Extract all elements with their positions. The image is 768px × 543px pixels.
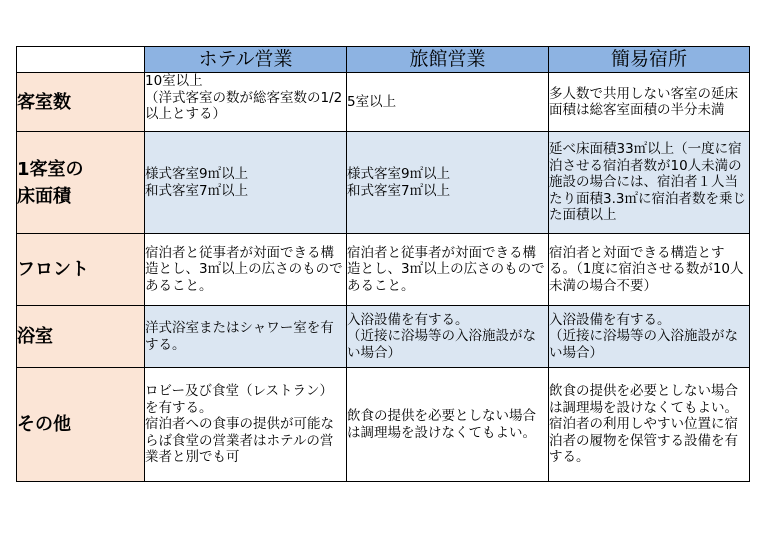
row-header-bath: 浴室	[17, 306, 145, 368]
column-header-ryokan: 旅館営業	[347, 47, 549, 73]
cell-other-simple: 飲食の提供を必要としない場合は調理場を設けなくてもよい。 宿泊者の利用しやすい位置に宿泊者の履物を保管する設備を有する。	[549, 368, 750, 482]
cell-front-desk-hotel: 宿泊者と従事者が対面できる構造とし、3㎡以上の広さのものであること。	[145, 234, 347, 306]
cell-bath-simple: 入浴設備を有する。 （近接に浴場等の入浴施設がない場合）	[549, 306, 750, 368]
cell-bath-hotel: 洋式浴室またはシャワー室を有する。	[145, 306, 347, 368]
table-row-rooms	[17, 73, 750, 132]
row-header-other: その他	[17, 368, 145, 482]
table-row-bath	[17, 306, 750, 368]
cell-other-hotel: ロビー及び食堂（レストラン）を有する。 宿泊者への食事の提供が可能ならば食堂の営業者はホテルの営業者と別でも可	[145, 368, 347, 482]
column-header-simple-lodging: 簡易宿所	[549, 47, 750, 73]
cell-rooms-ryokan: 5室以上	[347, 73, 549, 132]
cell-floor-area-ryokan: 様式客室9㎡以上 和式客室7㎡以上	[347, 132, 549, 234]
table-row-front-desk	[17, 234, 750, 306]
cell-floor-area-hotel: 様式客室9㎡以上 和式客室7㎡以上	[145, 132, 347, 234]
cell-rooms-simple: 多人数で共用しない客室の延床面積は総客室面積の半分未満	[549, 73, 750, 132]
cell-front-desk-simple: 宿泊者と対面できる構造とする。（1度に宿泊させる数が10人未満の場合不要）	[549, 234, 750, 306]
cell-other-ryokan: 飲食の提供を必要としない場合は調理場を設けなくてもよい。	[347, 368, 549, 482]
cell-floor-area-simple: 延べ床面積33㎡以上（一度に宿泊させる宿泊者数が10人未満の施設の場合には、宿泊者１人当たり面積3.3㎡に宿泊者数を乗じた面積以上	[549, 132, 750, 234]
cell-front-desk-ryokan: 宿泊者と従事者が対面できる構造とし、3㎡以上の広さのものであること。	[347, 234, 549, 306]
table-row-other	[17, 368, 750, 482]
corner-cell	[17, 47, 145, 73]
cell-bath-ryokan: 入浴設備を有する。 （近接に浴場等の入浴施設がない場合）	[347, 306, 549, 368]
row-header-floor-area: 1客室の 床面積	[17, 132, 145, 234]
table-row-floor-area	[17, 132, 750, 234]
comparison-table	[16, 46, 750, 482]
header-row	[17, 47, 750, 73]
cell-rooms-hotel: 10室以上 （洋式客室の数が総客室数の1/2以上とする）	[145, 73, 347, 132]
row-header-rooms: 客室数	[17, 73, 145, 132]
row-header-front-desk: フロント	[17, 234, 145, 306]
column-header-hotel: ホテル営業	[145, 47, 347, 73]
